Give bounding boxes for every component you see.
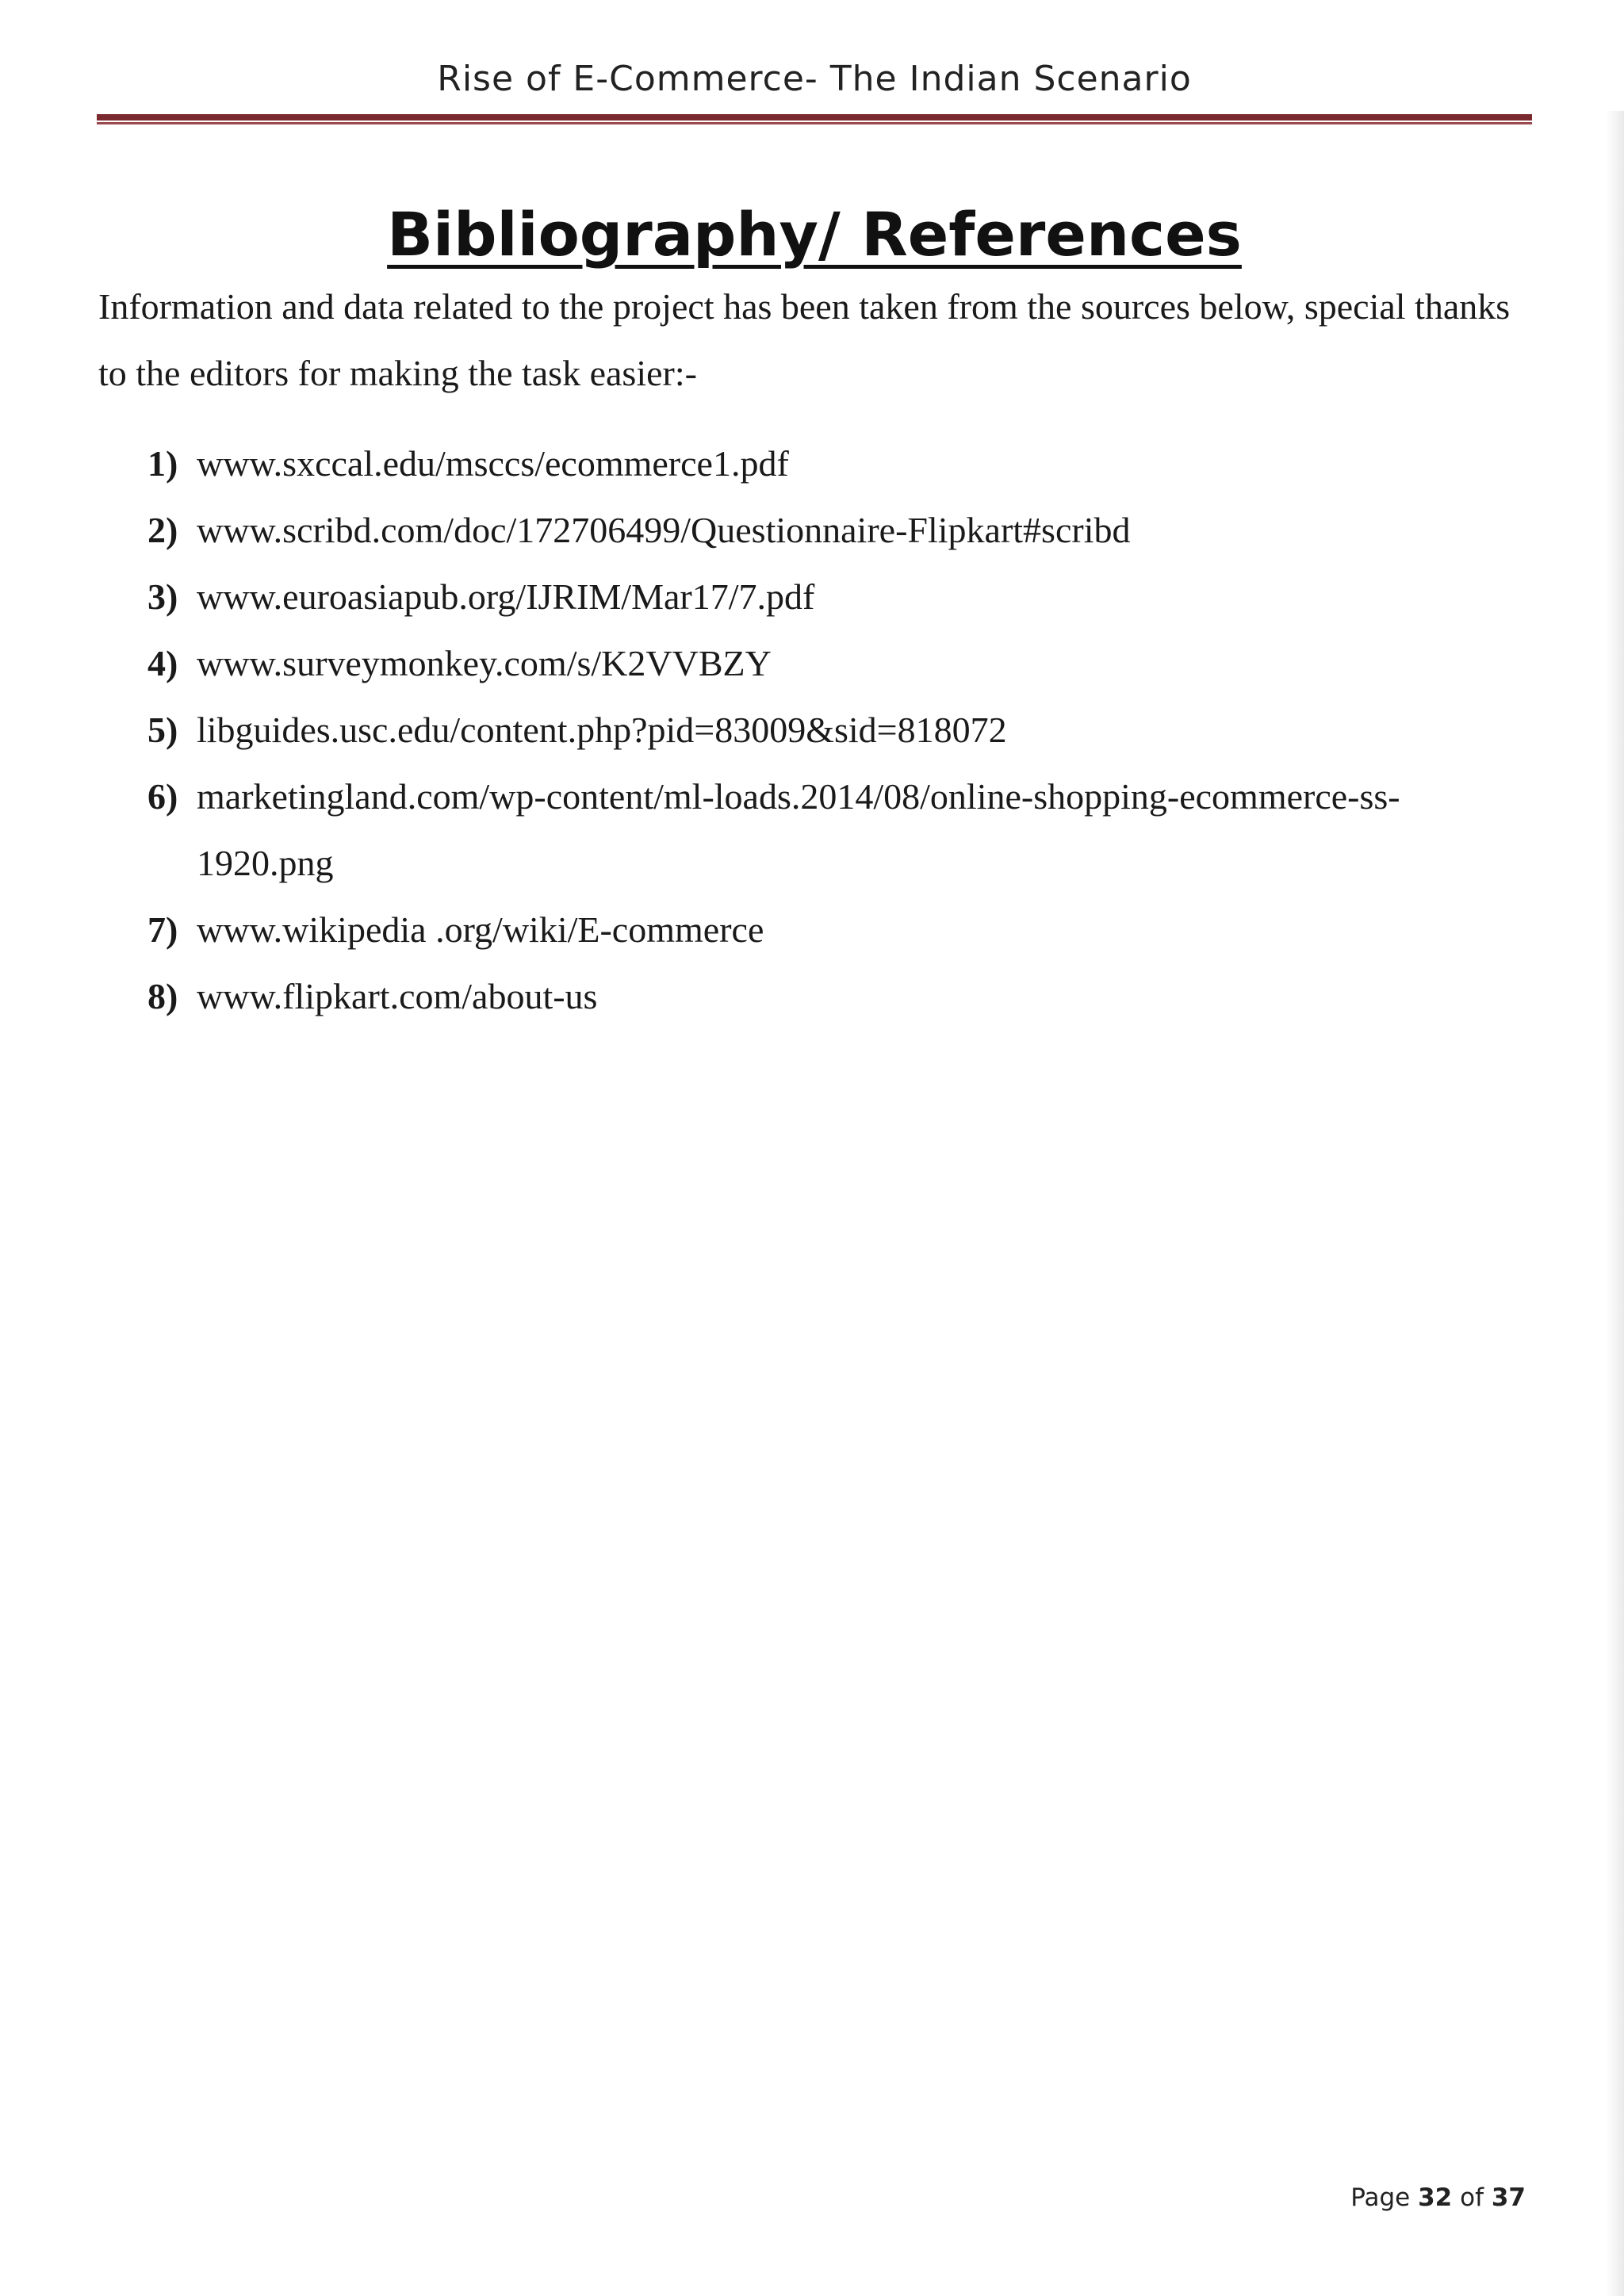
reference-link[interactable]: www.surveymonkey.com/s/K2VVBZY xyxy=(197,643,772,683)
page-label: Page xyxy=(1350,2183,1411,2212)
reference-item xyxy=(98,763,1526,897)
header-rule-secondary xyxy=(97,122,1532,124)
reference-number: 4) xyxy=(147,643,178,683)
reference-list xyxy=(98,430,1526,1030)
current-page-number: 32 xyxy=(1418,2183,1453,2212)
reference-number: 7) xyxy=(147,909,178,950)
reference-item xyxy=(98,564,1526,630)
page-edge-shadow xyxy=(1605,111,1624,2296)
of-label: of xyxy=(1460,2183,1484,2212)
reference-link[interactable]: www.wikipedia .org/wiki/E-commerce xyxy=(197,909,764,950)
reference-number: 2) xyxy=(147,510,178,550)
reference-item xyxy=(98,430,1526,497)
reference-link[interactable]: libguides.usc.edu/content.php?pid=83009&sid=818072 xyxy=(197,710,1007,750)
page-title: Bibliography/ References xyxy=(387,198,1242,270)
intro-paragraph: Information and data related to the project has been taken from the sources below, special thanks to the editors for making the task easier:- xyxy=(98,286,1511,393)
running-header: Rise of E-Commerce- The Indian Scenario xyxy=(437,59,1192,99)
reference-item xyxy=(98,697,1526,763)
reference-number: 3) xyxy=(147,576,178,617)
reference-number: 6) xyxy=(147,776,178,817)
reference-number: 5) xyxy=(147,710,178,750)
total-pages-number: 37 xyxy=(1491,2183,1526,2212)
reference-item xyxy=(98,897,1526,963)
reference-item xyxy=(98,963,1526,1030)
reference-link[interactable]: marketingland.com/wp-content/ml-loads.2014/08/online-shopping-ecommerce-ss-1920.png xyxy=(197,776,1400,883)
reference-link[interactable]: www.scribd.com/doc/172706499/Questionnaire-Flipkart#scribd xyxy=(197,510,1131,550)
reference-number: 8) xyxy=(147,976,178,1016)
page-number-footer xyxy=(1350,2183,1526,2212)
reference-number: 1) xyxy=(147,443,178,484)
reference-item xyxy=(98,497,1526,564)
header-rule xyxy=(97,114,1532,121)
reference-link[interactable]: www.flipkart.com/about-us xyxy=(197,976,598,1016)
reference-link[interactable]: www.sxccal.edu/msccs/ecommerce1.pdf xyxy=(197,443,789,484)
reference-link[interactable]: www.euroasiapub.org/IJRIM/Mar17/7.pdf xyxy=(197,576,815,617)
reference-item xyxy=(98,630,1526,697)
